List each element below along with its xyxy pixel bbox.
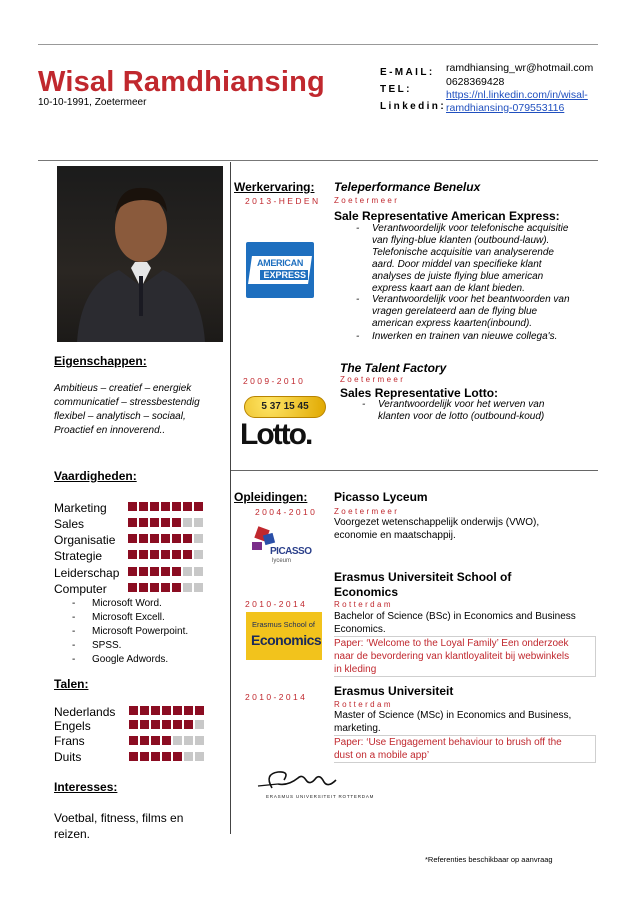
level-square-filled	[150, 502, 159, 511]
skill-label: Leiderschap	[54, 566, 120, 580]
level-square-filled	[140, 720, 149, 729]
level-square-filled	[173, 706, 182, 715]
level-square-empty	[173, 736, 182, 745]
eigenschappen-line: communicatief – stressbestendig	[54, 397, 200, 408]
language-label: Frans	[54, 734, 85, 748]
level-square-filled	[151, 736, 160, 745]
school-name	[334, 570, 574, 600]
school-name: Picasso Lyceum	[334, 490, 428, 504]
skill-label: Strategie	[54, 549, 103, 563]
bullet-line: analyses de juiste flying blue american	[372, 271, 544, 282]
ese-logo-text-1: Erasmus School of	[252, 620, 315, 629]
picasso-logo	[248, 524, 318, 572]
level-square-empty	[195, 752, 204, 761]
header-rule	[38, 160, 598, 161]
language-bar-frans	[129, 736, 204, 745]
eigenschappen-text	[54, 382, 224, 438]
level-square-filled	[140, 736, 149, 745]
paper-line: in kleding	[334, 664, 377, 675]
skill-bar-sales	[128, 518, 203, 527]
education-dates: 2010-2014	[245, 599, 308, 609]
level-square-filled	[162, 736, 171, 745]
job-dates: 2009-2010	[243, 376, 306, 386]
erasmus-university-logo	[238, 766, 375, 806]
level-square-filled	[128, 567, 137, 576]
level-square-filled	[140, 706, 149, 715]
linkedin-label: Linkedin:	[380, 101, 447, 112]
section-rule	[231, 470, 598, 471]
education-line: marketing.	[334, 723, 381, 734]
level-square-empty	[195, 720, 204, 729]
bullet-line: van flying-blue klanten (outbound-lauw).	[372, 235, 550, 246]
bullet-line: aard. Door middel van specifieke klant	[372, 259, 542, 270]
candidate-name: Wisal Ramdhiansing	[38, 66, 325, 98]
lotto-logo	[238, 394, 328, 460]
job-bullet: - Verantwoordelijk voor telefonische acquisitie van flying-blue klanten (outbound-lauw). Telefonische acquisitie van analyserende aard. Door middel van specifieke klant analyses de juiste flying blue american express kaart aan de klant bieden.	[356, 223, 569, 294]
job-dates: 2013-HEDEN	[245, 196, 321, 206]
level-square-filled	[139, 502, 148, 511]
job-role: Sales Representative Lotto:	[340, 386, 499, 400]
computer-item-text: Google Adwords.	[92, 654, 169, 665]
skill-bar-strategie	[128, 550, 203, 559]
interesses-line: Voetbal, fitness, films en	[54, 811, 184, 825]
company-name: Teleperformance Benelux	[334, 180, 481, 194]
amex-logo-text-2: EXPRESS	[260, 270, 308, 280]
level-square-filled	[139, 583, 148, 592]
level-square-filled	[161, 534, 170, 543]
company-city: Zoetermeer	[334, 196, 400, 205]
level-square-filled	[128, 502, 137, 511]
school-city: Zoetermeer	[334, 507, 400, 516]
level-square-filled	[184, 706, 193, 715]
interesses-text	[54, 810, 224, 842]
email-label: E-MAIL:	[380, 67, 435, 78]
level-square-filled	[128, 583, 137, 592]
interesses-title: Interesses:	[54, 780, 118, 794]
ese-logo-text-2: Economics	[251, 632, 322, 648]
education-description	[334, 516, 594, 542]
email-value[interactable]: ramdhiansing_wr@hotmail.com	[446, 62, 594, 74]
amex-logo	[246, 242, 314, 298]
bullet-line: vragen gerelateerd aan de flying blue	[372, 306, 538, 317]
level-square-empty	[183, 567, 192, 576]
level-square-filled	[151, 720, 160, 729]
school-name: Erasmus Universiteit	[334, 684, 454, 698]
bullet-line: american express kaarten(inbound).	[372, 318, 533, 329]
school-city: Rotterdam	[334, 600, 393, 609]
references-note: *Referenties beschikbaar op aanvraag	[425, 855, 553, 864]
column-divider	[230, 162, 231, 834]
werkervaring-title: Werkervaring:	[234, 180, 315, 194]
level-square-filled	[151, 752, 160, 761]
education-description	[334, 709, 594, 735]
top-rule	[38, 44, 598, 45]
eigenschappen-line: flexibel – analytisch – sociaal,	[54, 411, 186, 422]
language-bar-duits	[129, 752, 204, 761]
lotto-logo-text: Lotto.	[240, 418, 312, 451]
level-square-empty	[194, 583, 203, 592]
level-square-filled	[139, 534, 148, 543]
level-square-filled	[162, 720, 171, 729]
skill-label: Marketing	[54, 501, 107, 515]
level-square-filled	[140, 752, 149, 761]
level-square-filled	[139, 550, 148, 559]
job-bullet: - Inwerken en trainen van nieuwe collega's.	[356, 331, 558, 342]
level-square-empty	[195, 736, 204, 745]
computer-item-text: Microsoft Excell.	[92, 612, 165, 623]
picasso-shape-purple	[252, 542, 262, 550]
level-square-filled	[150, 518, 159, 527]
level-square-filled	[139, 518, 148, 527]
paper-title	[334, 735, 596, 763]
amex-logo-text-1: AMERICAN	[256, 258, 304, 268]
level-square-empty	[184, 752, 193, 761]
paper-line: naar de bevordering van klantloyaliteit bij webwinkels	[334, 651, 570, 662]
level-square-filled	[195, 706, 204, 715]
language-label: Nederlands	[54, 705, 116, 719]
level-square-filled	[183, 550, 192, 559]
eigenschappen-line: Ambitieus – creatief – energiek	[54, 383, 192, 394]
level-square-empty	[194, 518, 203, 527]
education-line: economie en maatschappij.	[334, 530, 456, 541]
level-square-filled	[151, 706, 160, 715]
company-city: Zoetermeer	[340, 375, 406, 384]
level-square-filled	[150, 550, 159, 559]
level-square-filled	[161, 518, 170, 527]
level-square-filled	[128, 534, 137, 543]
level-square-filled	[183, 502, 192, 511]
level-square-filled	[172, 534, 181, 543]
linkedin-link-line2[interactable]: ramdhiansing-079553116	[446, 102, 565, 114]
bullet-line: klanten voor de lotto (outbound-koud)	[378, 411, 545, 422]
level-square-filled	[129, 752, 138, 761]
tel-label: TEL:	[380, 84, 412, 95]
level-square-filled	[161, 583, 170, 592]
level-square-filled	[172, 550, 181, 559]
level-square-filled	[172, 502, 181, 511]
language-label: Engels	[54, 719, 91, 733]
eigenschappen-line: Proactief en innoverend..	[54, 425, 166, 436]
job-bullet: - Verantwoordelijk voor het beantwoorden van vragen gerelateerd aan de flying blue american express kaarten(inbound).	[356, 294, 570, 329]
level-square-filled	[129, 736, 138, 745]
level-square-filled	[162, 706, 171, 715]
level-square-filled	[150, 534, 159, 543]
job-bullet: - Verantwoordelijk voor het werven van klanten voor de lotto (outbound-koud)	[362, 399, 545, 422]
skill-bar-computer	[128, 583, 203, 592]
tel-value: 0628369428	[446, 76, 505, 88]
computer-item-text: SPSS.	[92, 640, 122, 651]
level-square-filled	[172, 583, 181, 592]
level-square-filled	[172, 567, 181, 576]
education-description	[334, 610, 594, 636]
level-square-filled	[161, 502, 170, 511]
computer-item: - Microsoft Word.	[72, 598, 162, 609]
bullet-line: Verantwoordelijk voor het beantwoorden van	[372, 294, 570, 305]
skill-label: Computer	[54, 582, 107, 596]
level-square-filled	[162, 752, 171, 761]
computer-item-text: Microsoft Powerpoint.	[92, 626, 189, 637]
linkedin-link-line1[interactable]: https://nl.linkedin.com/in/wisal-	[446, 89, 588, 101]
level-square-filled	[172, 518, 181, 527]
skill-label: Sales	[54, 517, 85, 531]
picasso-logo-text: PICASSO	[270, 546, 312, 557]
level-square-filled	[139, 567, 148, 576]
school-name-line: Erasmus Universiteit School of	[334, 570, 512, 584]
paper-line: Paper: ‘Use Engagement behaviour to brush off the	[334, 737, 562, 748]
company-name: The Talent Factory	[340, 361, 447, 375]
skill-bar-marketing	[128, 502, 203, 511]
paper-line: Paper: ‘Welcome to the Loyal Family’ Een onderzoek	[334, 638, 569, 649]
level-square-filled	[161, 550, 170, 559]
level-square-filled	[161, 567, 170, 576]
level-square-empty	[184, 736, 193, 745]
level-square-filled	[173, 752, 182, 761]
language-label: Duits	[54, 750, 82, 764]
education-line: Economics.	[334, 624, 386, 635]
erasmus-logo-text: ERASMUS UNIVERSITEIT ROTTERDAM	[266, 794, 375, 799]
eigenschappen-title: Eigenschappen:	[54, 354, 147, 368]
level-square-filled	[150, 567, 159, 576]
language-bar-nederlands	[129, 706, 204, 715]
bullet-line: Telefonische acquisitie van analyserende	[372, 247, 554, 258]
bullet-line: Inwerken en trainen van nieuwe collega's.	[372, 331, 558, 342]
skill-bar-organisatie	[128, 534, 203, 543]
education-line: Bachelor of Science (BSc) in Economics and Business	[334, 611, 576, 622]
erasmus-signature-icon	[238, 766, 348, 796]
interesses-line: reizen.	[54, 827, 91, 841]
level-square-empty	[194, 534, 203, 543]
picasso-shape-blue	[263, 533, 275, 545]
education-line: Master of Science (MSc) in Economics and Business,	[334, 710, 572, 721]
school-city: Rotterdam	[334, 700, 393, 709]
level-square-empty	[194, 567, 203, 576]
level-square-filled	[194, 502, 203, 511]
computer-item: - Microsoft Excell.	[72, 612, 165, 623]
vaardigheden-title: Vaardigheden:	[54, 469, 137, 483]
education-dates: 2010-2014	[245, 692, 308, 702]
picasso-logo-sub: lyceum	[272, 558, 292, 564]
level-square-filled	[173, 720, 182, 729]
level-square-filled	[128, 550, 137, 559]
skill-bar-leiderschap	[128, 567, 203, 576]
level-square-empty	[183, 583, 192, 592]
education-dates: 2004-2010	[255, 507, 318, 517]
level-square-filled	[150, 583, 159, 592]
job-role: Sale Representative American Express:	[334, 209, 560, 223]
education-line: Voorgezet wetenschappelijk onderwijs (VWO),	[334, 517, 540, 528]
level-square-filled	[129, 720, 138, 729]
lotto-balls: 5 37 15 45	[244, 396, 326, 418]
level-square-filled	[184, 720, 193, 729]
paper-title	[334, 636, 596, 677]
paper-line: dust on a mobile app’	[334, 750, 430, 761]
person-silhouette-icon	[57, 166, 223, 342]
profile-photo	[57, 166, 223, 342]
bullet-line: Verantwoordelijk voor telefonische acquisitie	[372, 223, 569, 234]
level-square-filled	[128, 518, 137, 527]
opleidingen-title: Opleidingen:	[234, 490, 308, 504]
computer-item-text: Microsoft Word.	[92, 598, 162, 609]
level-square-empty	[183, 518, 192, 527]
computer-item: - Google Adwords.	[72, 654, 169, 665]
bullet-line: Verantwoordelijk voor het werven van	[378, 399, 545, 410]
language-bar-engels	[129, 720, 204, 729]
school-name-line: Economics	[334, 585, 399, 599]
erasmus-economics-logo	[246, 612, 322, 660]
computer-item: - SPSS.	[72, 640, 122, 651]
birth-info: 10-10-1991, Zoetermeer	[38, 97, 147, 108]
computer-item: - Microsoft Powerpoint.	[72, 626, 189, 637]
level-square-filled	[183, 534, 192, 543]
level-square-empty	[194, 550, 203, 559]
level-square-filled	[129, 706, 138, 715]
skill-label: Organisatie	[54, 533, 116, 547]
talen-title: Talen:	[54, 677, 89, 691]
bullet-line: express kaart aan de klant bieden.	[372, 283, 525, 294]
